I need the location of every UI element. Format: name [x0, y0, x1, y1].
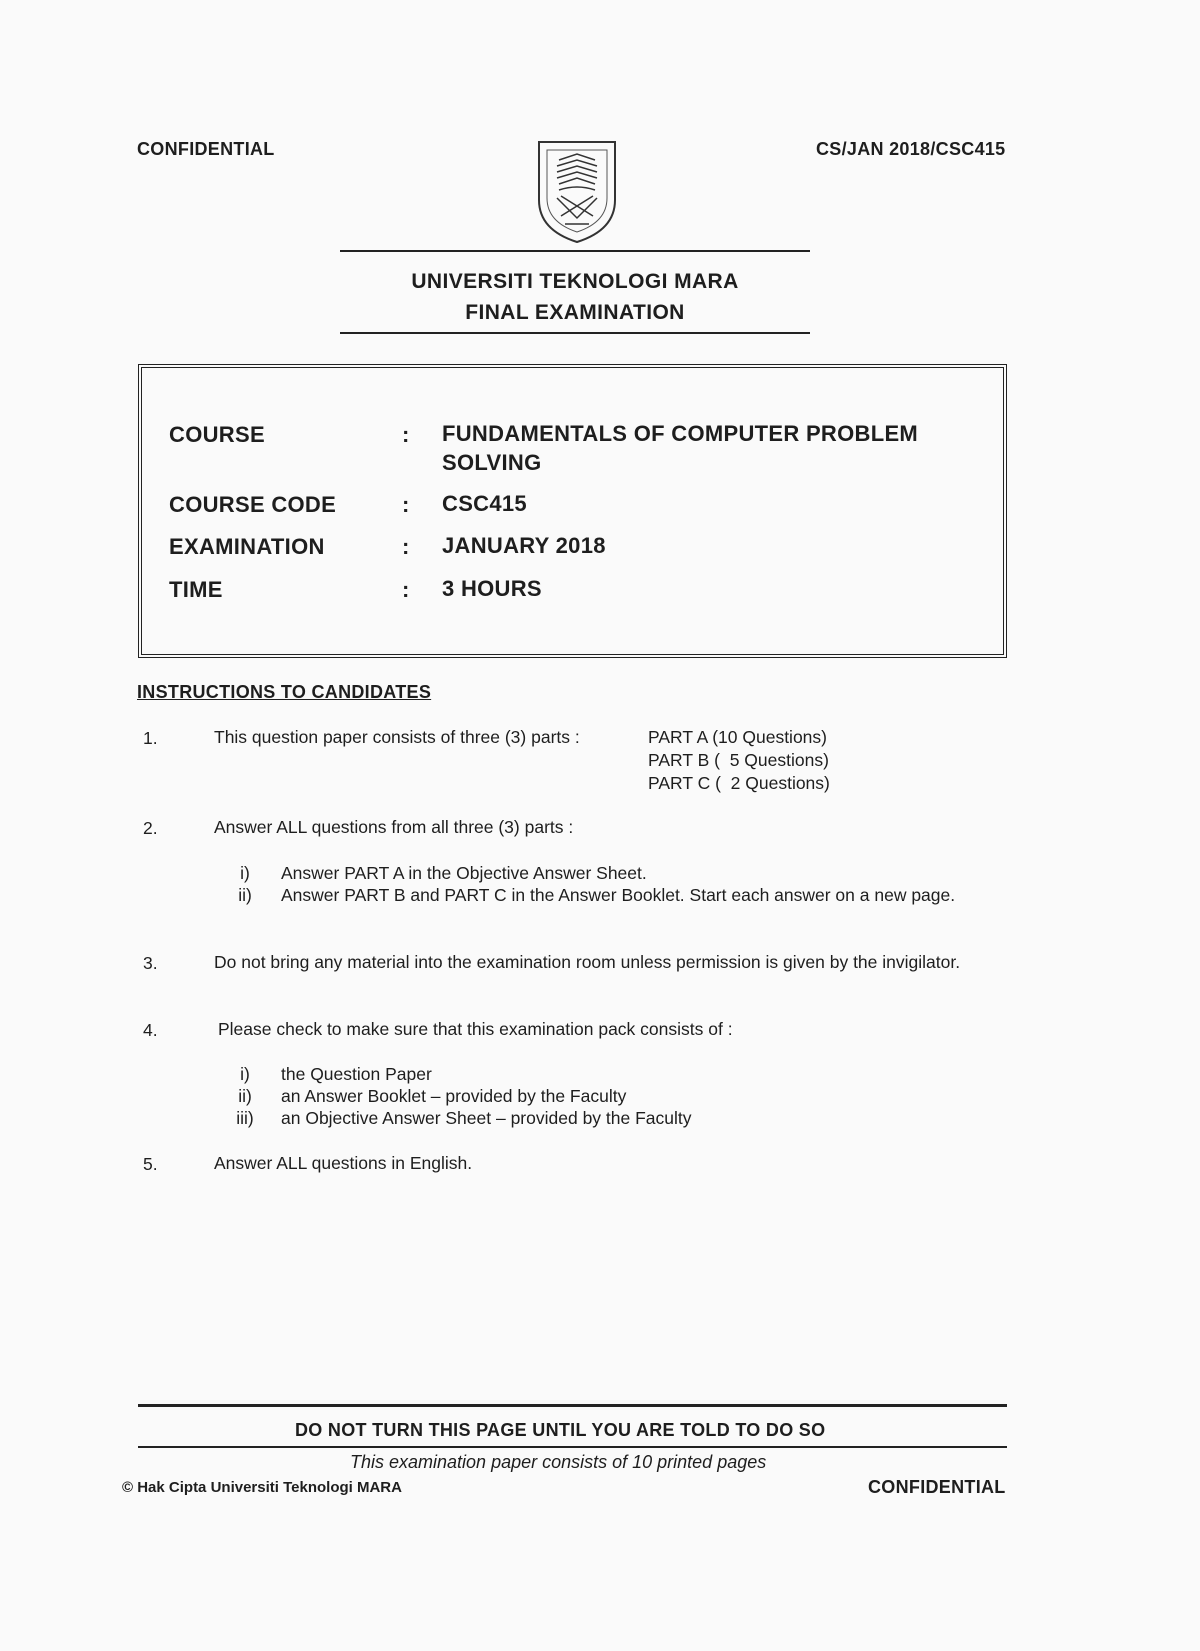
instruction-5-number: 5.	[143, 1154, 158, 1174]
instruction-4-sub-1-number: i)	[240, 1064, 250, 1084]
title-bottom-rule	[340, 332, 810, 334]
exam-title-block	[340, 266, 810, 328]
time-label: TIME	[169, 577, 223, 602]
university-crest-logo	[535, 138, 619, 246]
footer-top-rule	[138, 1404, 1007, 1407]
instruction-2-number: 2.	[143, 818, 158, 838]
instruction-4-sub-1-text: the Question Paper	[281, 1064, 432, 1084]
instruction-5-text: Answer ALL questions in English.	[214, 1153, 473, 1173]
part-c: PART C ( 2 Questions)	[648, 773, 830, 793]
instruction-4-sub-2-text: an Answer Booklet – provided by the Faculty	[281, 1086, 627, 1106]
instruction-2-text: Answer ALL questions from all three (3) parts :	[214, 817, 574, 837]
footer-confidential: CONFIDENTIAL	[868, 1477, 1006, 1497]
instruction-2-sub-1-text: Answer PART A in the Objective Answer Sheet.	[281, 863, 647, 883]
course-code-value: CSC415	[442, 491, 527, 516]
instruction-1-number: 1.	[143, 728, 158, 748]
instruction-4-number: 4.	[143, 1020, 158, 1040]
examination-colon: :	[402, 534, 410, 559]
instruction-4-text: Please check to make sure that this examination pack consists of :	[218, 1019, 733, 1039]
instruction-2-sub-2-number: ii)	[238, 885, 252, 905]
copyright-notice: © Hak Cipta Universiti Teknologi MARA	[122, 1479, 402, 1496]
instruction-2-sub-2-text: Answer PART B and PART C in the Answer Booklet. Start each answer on a new page.	[281, 885, 956, 905]
examination-label: EXAMINATION	[169, 534, 325, 559]
instruction-3-text: Do not bring any material into the examination room unless permission is given by the invigilator.	[214, 952, 961, 972]
do-not-turn-warning: DO NOT TURN THIS PAGE UNTIL YOU ARE TOLD TO DO SO	[295, 1420, 826, 1440]
footer-mid-rule	[138, 1446, 1007, 1448]
university-name: UNIVERSITI TEKNOLOGI MARA	[411, 270, 739, 293]
time-colon: :	[402, 577, 410, 602]
part-a: PART A (10 Questions)	[648, 727, 827, 747]
course-colon: :	[402, 422, 410, 447]
time-value: 3 HOURS	[442, 576, 542, 601]
instruction-4-sub-3-number: iii)	[236, 1108, 254, 1128]
instruction-4-sub-2-number: ii)	[238, 1086, 252, 1106]
header-paper-code: CS/JAN 2018/CSC415	[816, 139, 1006, 159]
parts-list	[648, 726, 830, 795]
instruction-2-sub-1-number: i)	[240, 863, 250, 883]
course-value	[442, 419, 918, 477]
title-top-rule	[340, 250, 810, 252]
exam-type: FINAL EXAMINATION	[465, 301, 685, 324]
course-value-line2: SOLVING	[442, 450, 542, 475]
printed-pages-note: This examination paper consists of 10 printed pages	[350, 1452, 767, 1472]
course-value-line1: FUNDAMENTALS OF COMPUTER PROBLEM	[442, 421, 919, 446]
header-confidential: CONFIDENTIAL	[137, 139, 275, 159]
examination-value: JANUARY 2018	[442, 533, 606, 558]
course-details-box	[138, 364, 1007, 658]
instruction-4-sub-3-text: an Objective Answer Sheet – provided by the Faculty	[281, 1108, 692, 1128]
instruction-3-number: 3.	[143, 953, 158, 973]
course-label: COURSE	[169, 422, 265, 447]
instruction-1-text: This question paper consists of three (3) parts :	[214, 727, 580, 747]
part-b: PART B ( 5 Questions)	[648, 750, 829, 770]
course-code-label: COURSE CODE	[169, 492, 337, 517]
course-code-colon: :	[402, 492, 410, 517]
instructions-heading: INSTRUCTIONS TO CANDIDATES	[137, 682, 432, 702]
